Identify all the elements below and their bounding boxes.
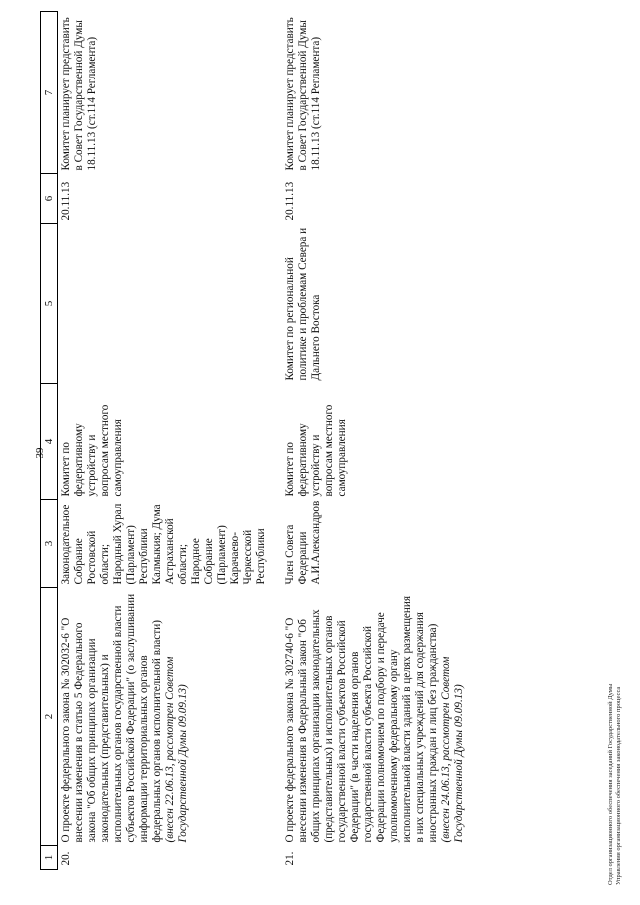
- col-header-7: 7: [41, 12, 58, 174]
- col-header-2: 2: [41, 588, 58, 846]
- footer: [607, 684, 623, 885]
- col-header-5: 5: [41, 224, 58, 384]
- bill-description: [282, 588, 480, 846]
- bill-note: (внесен 24.06.13, рассмотрен Советом Государственной Думы 09.09.13): [440, 656, 465, 843]
- initiator: Член Совета Федерации А.И.Александров: [284, 500, 322, 585]
- bill-title: О проекте федерального закона № 302740-6 "О внесении изменения в Федеральный закон "Об общих принципах организации законодательных (представительных) и исполнительных органов государственной власти субъектов Российской Федерации" (в части наделения органов государственной власти субъекта Российской Федерации полномочием по подбору и передаче уполномоченному федеральному органу исполнительной власти зданий в целях размещения в них специальных учреждений для содержания иностранных граждан и лиц без гражданства): [284, 595, 439, 843]
- header-row: [41, 12, 58, 870]
- row-number: 21.: [284, 851, 296, 866]
- table-row: [282, 12, 480, 870]
- initiator: Законодательное Собрание Ростовской области; Народный Хурал (Парламент) Республики Калмыкия; Дума Астраханской области; Народное Собрание (Парламент) Карачаево-Черкесской Республики: [60, 503, 267, 585]
- table-row: [58, 12, 283, 870]
- bill-title: О проекте федерального закона № 302032-6 "О внесении изменения в статью 5 Федерального закона "Об общих принципах организации законодательных (представительных) и исполнительных органов государственной власти субъектов Российской Федерации" (о заслушивании информации территориальных органов федеральных органов исполнительной власти): [60, 593, 163, 843]
- footer-line-2: Управления организационного обеспечения законодательного процесса: [615, 686, 622, 885]
- page-number: 39: [34, 447, 46, 459]
- plan-note: Комитет планирует представить в Совет Государственной Думы 18.11.13 (ст.114 Регламента): [284, 17, 322, 171]
- col-header-3: 3: [41, 500, 58, 588]
- row-number: 20.: [60, 851, 72, 866]
- date: 20.11.13: [284, 181, 296, 221]
- responsible-committee: Комитет по федеративному устройству и вопросам местного самоуправления: [284, 404, 348, 497]
- bill-description: [58, 588, 283, 846]
- date: 20.11.13: [60, 181, 72, 221]
- col-header-1: 1: [41, 846, 58, 870]
- col-header-6: 6: [41, 174, 58, 224]
- co-committee: [58, 224, 283, 384]
- bill-note: (внесен 22.06.13, рассмотрен Советом Государственной Думы 09.09.13): [164, 656, 189, 843]
- responsible-committee: Комитет по федеративному устройству и вопросам местного самоуправления: [60, 404, 124, 497]
- plan-note: Комитет планирует представить в Совет Государственной Думы 18.11.13 (ст.114 Регламента): [60, 17, 98, 171]
- bills-table: [40, 11, 480, 870]
- footer-line-1: Отдел организационного обеспечения заседаний Государственной Думы: [607, 683, 614, 885]
- co-committee: Комитет по региональной политике и проблемам Севера и Дальнего Востока: [284, 227, 322, 381]
- col-header-4: 4: [41, 384, 58, 500]
